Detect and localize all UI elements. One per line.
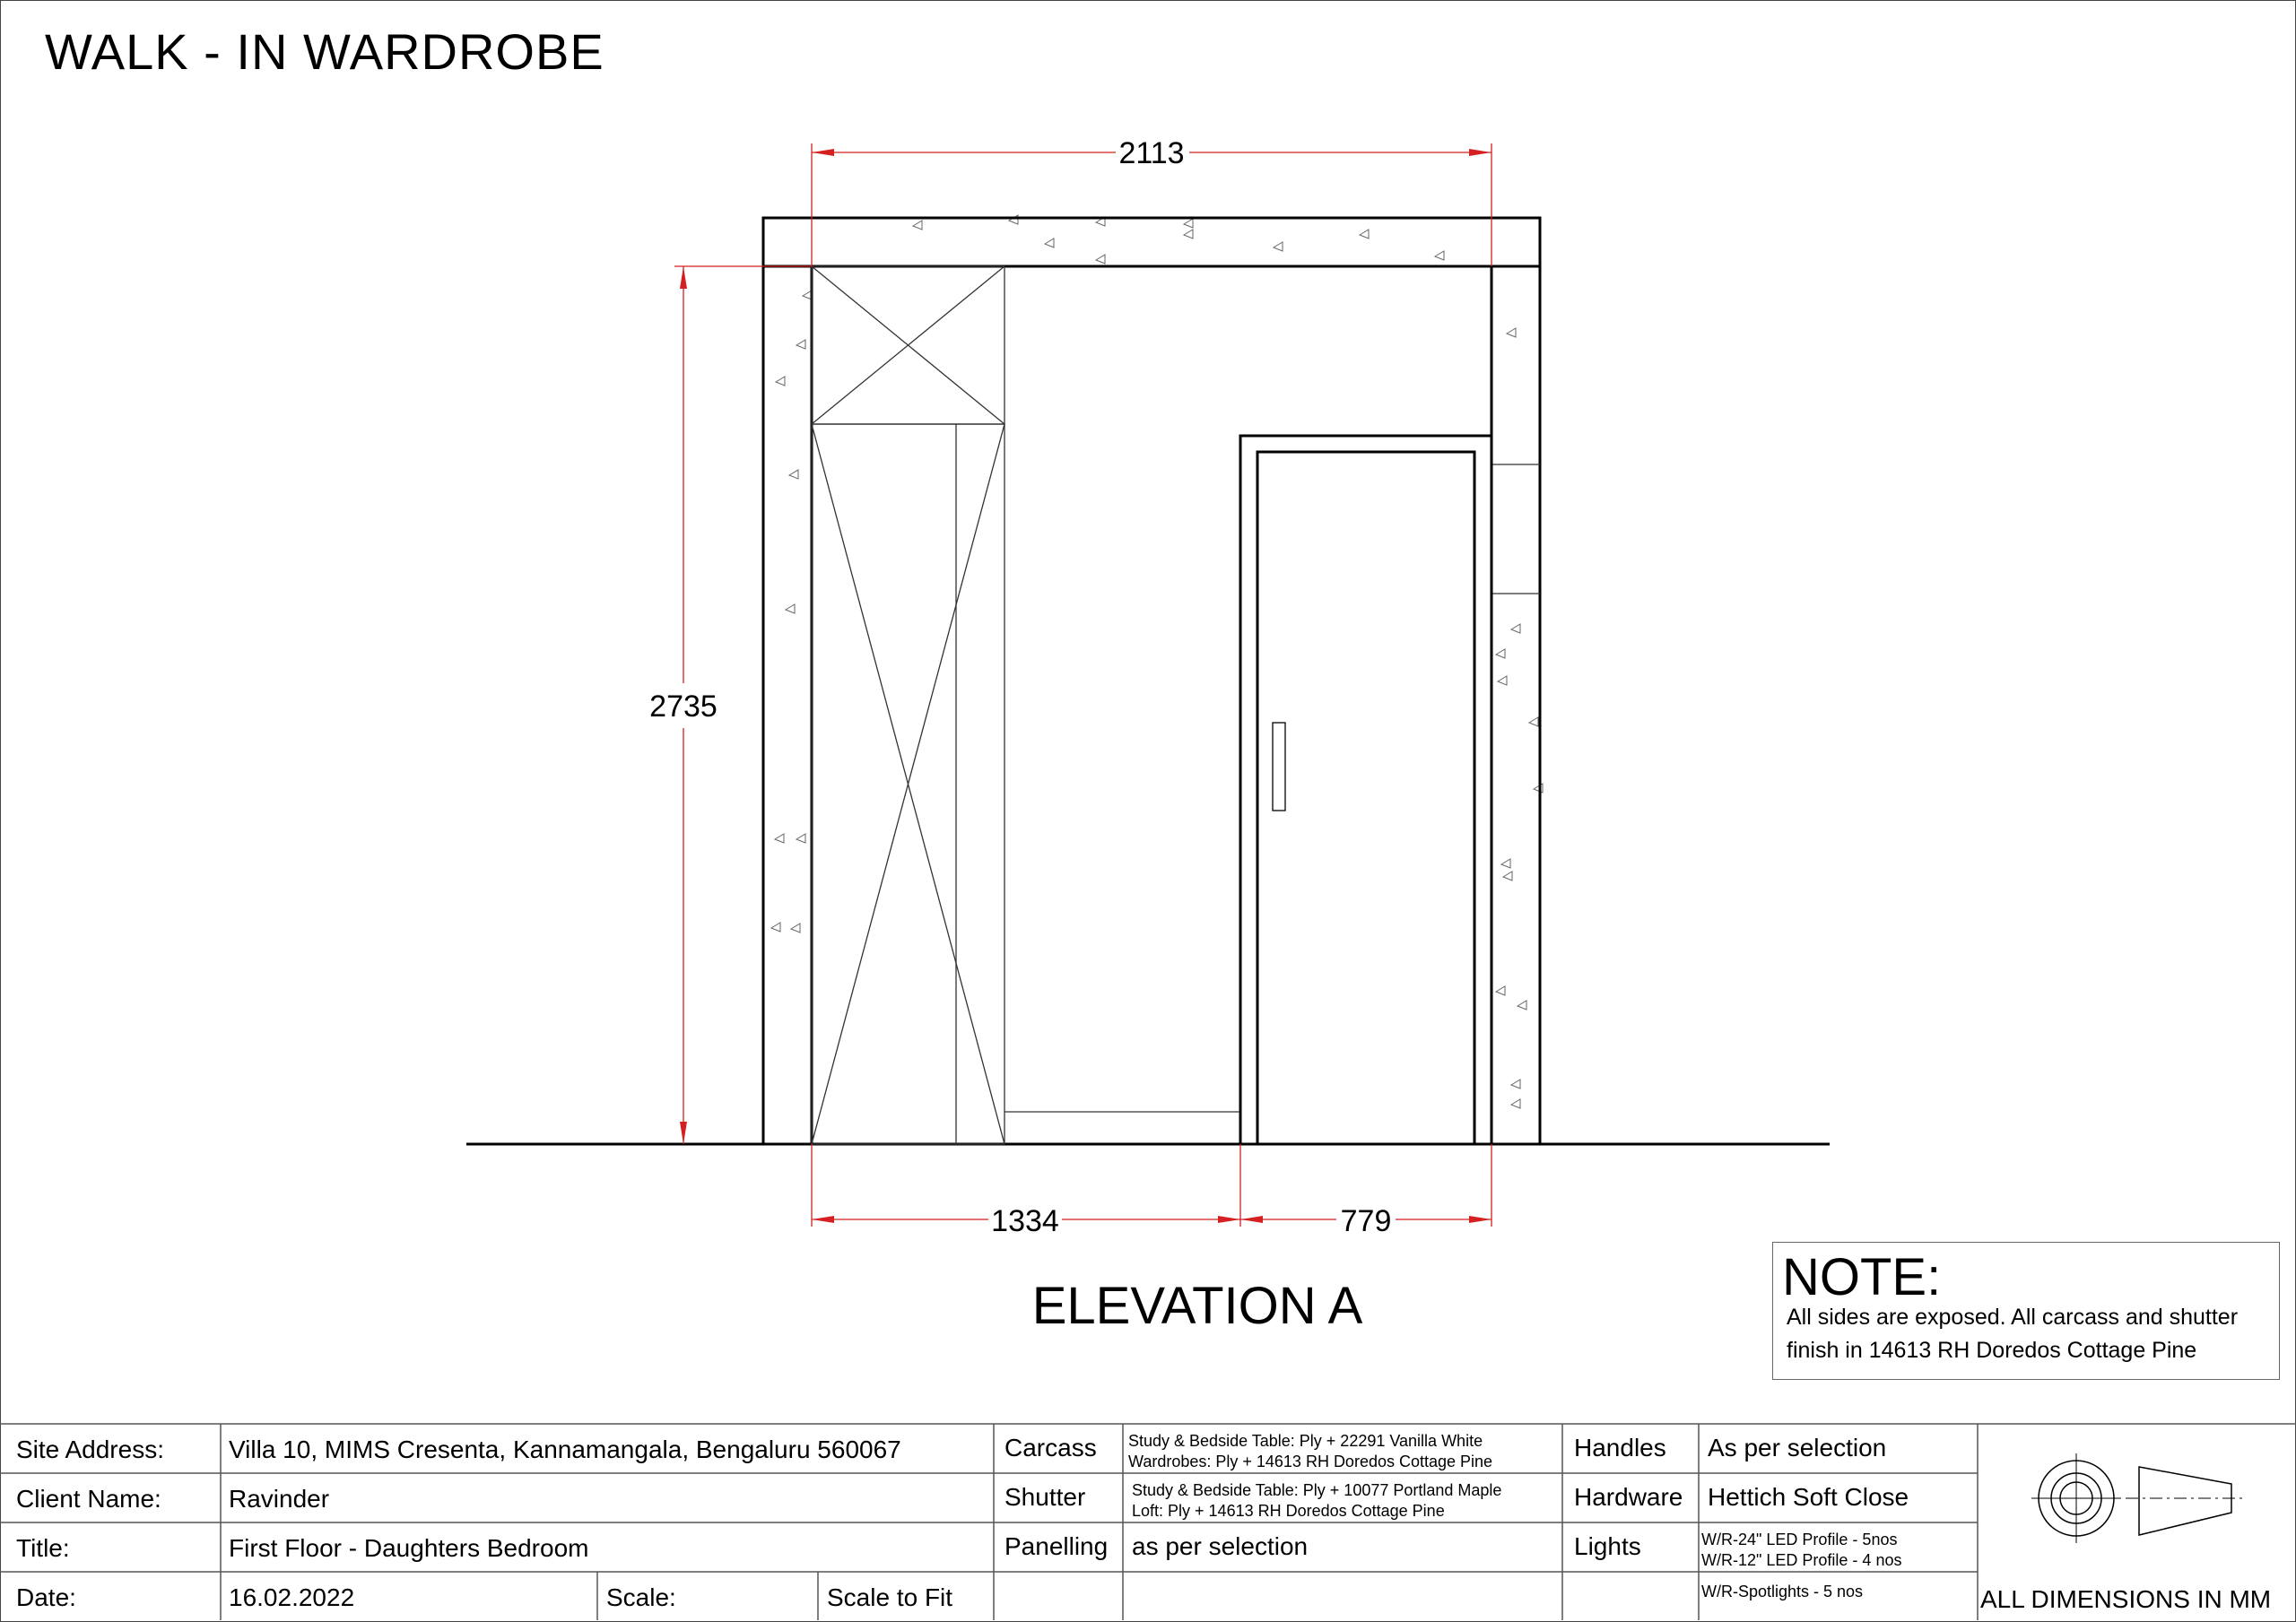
panelling-label: Panelling <box>1004 1532 1109 1560</box>
shutter-line-1: Study & Bedside Table: Ply + 10077 Portland Maple <box>1132 1481 1502 1499</box>
left-tall-unit <box>812 266 1240 1144</box>
shutter-label: Shutter <box>1004 1483 1086 1511</box>
dim-left-section: 1334 <box>991 1204 1059 1238</box>
sheet-title: WALK - IN WARDROBE <box>45 23 604 80</box>
client-name-value: Ravinder <box>229 1485 330 1513</box>
carcass-label: Carcass <box>1004 1434 1097 1462</box>
carcass-line-1: Study & Bedside Table: Ply + 22291 Vanilla White <box>1128 1432 1483 1450</box>
lights-label: Lights <box>1574 1532 1641 1560</box>
lights-line-2: W/R-12" LED Profile - 4 nos <box>1701 1551 1902 1569</box>
door-handle <box>1273 723 1285 811</box>
door <box>1240 436 1492 1144</box>
shutter-line-2: Loft: Ply + 14613 RH Doredos Cottage Pine <box>1132 1502 1445 1520</box>
units-note: ALL DIMENSIONS IN MM <box>1980 1585 2272 1613</box>
lights-line-1: W/R-24" LED Profile - 5nos <box>1701 1531 1898 1548</box>
door-shutter <box>1257 452 1474 1144</box>
hardware-value: Hettich Soft Close <box>1708 1483 1909 1511</box>
hardware-label: Hardware <box>1574 1483 1683 1511</box>
lights-line-3: W/R-Spotlights - 5 nos <box>1701 1583 1864 1600</box>
dim-overall-width: 2113 <box>1118 136 1185 170</box>
note-box <box>1772 1242 2280 1380</box>
handles-value: As per selection <box>1708 1434 1887 1462</box>
date-value: 16.02.2022 <box>229 1583 355 1611</box>
door-frame <box>1240 436 1492 1144</box>
carcass-line-2: Wardrobes: Ply + 14613 RH Doredos Cottage Pine <box>1128 1453 1493 1470</box>
title-label: Title: <box>16 1534 70 1562</box>
handles-label: Handles <box>1574 1434 1666 1462</box>
site-address-value: Villa 10, MIMS Cresenta, Kannamangala, Bengaluru 560067 <box>229 1436 901 1463</box>
dim-height: 2735 <box>649 690 718 724</box>
scale-label: Scale: <box>606 1583 676 1611</box>
note-heading: NOTE: <box>1782 1248 1942 1306</box>
client-name-label: Client Name: <box>16 1485 161 1513</box>
wall-hatching <box>771 215 1543 1108</box>
dimension-lines <box>674 143 1492 1227</box>
elevation-title: ELEVATION A <box>1031 1277 1363 1335</box>
panelling-value: as per selection <box>1132 1532 1309 1560</box>
wardrobe-structure <box>466 218 1830 1144</box>
right-wall-recess <box>1492 464 1540 594</box>
scale-value: Scale to Fit <box>827 1583 953 1611</box>
site-address-label: Site Address: <box>16 1436 164 1463</box>
projection-symbol-icon <box>2031 1453 2247 1543</box>
top-beam <box>763 218 1540 266</box>
note-line-1: All sides are exposed. All carcass and shutter <box>1787 1305 2239 1330</box>
dim-right-section: 779 <box>1340 1204 1392 1238</box>
date-label: Date: <box>16 1583 76 1611</box>
note-line-2: finish in 14613 RH Doredos Cottage Pine <box>1787 1338 2197 1363</box>
title-value: First Floor - Daughters Bedroom <box>229 1534 589 1562</box>
